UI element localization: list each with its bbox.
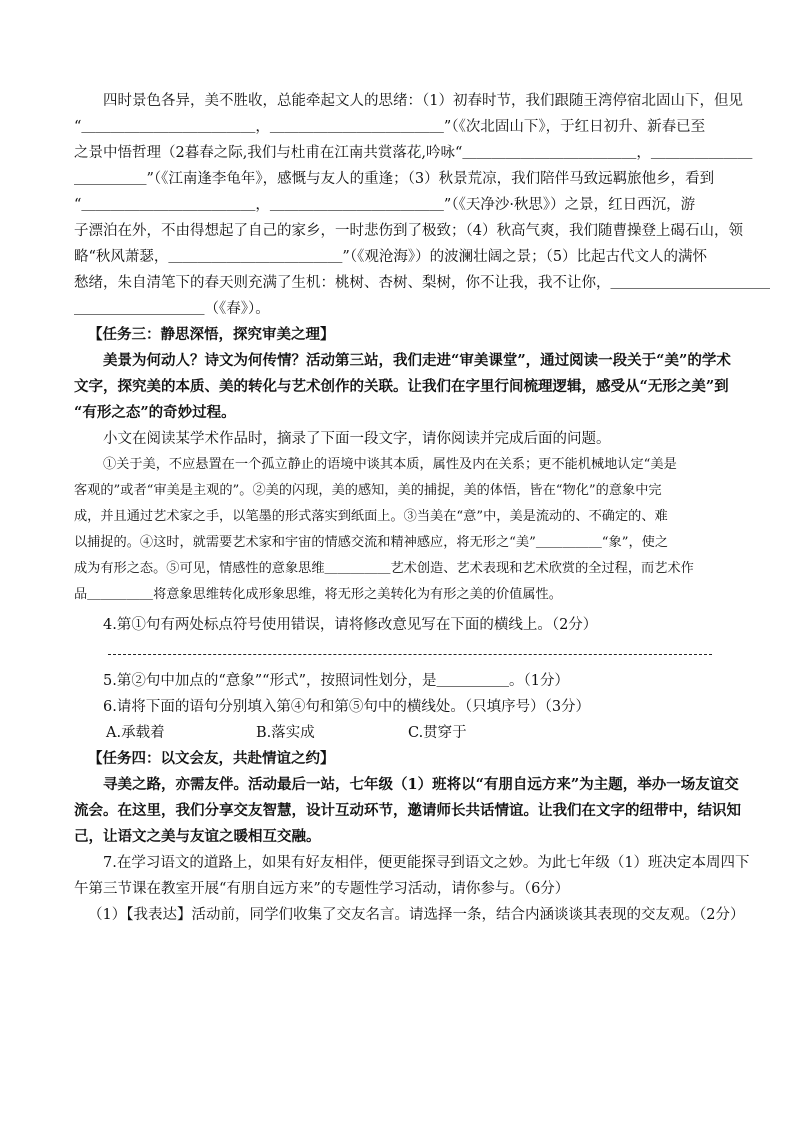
- task4-intro: 己，让语文之美与友谊之暖相互交融。: [74, 828, 321, 845]
- task4-intro: 流会。在这里，我们分享交友智慧，设计互动环节，邀请师长共话情谊。让我们在文字的纽带中，结识知: [74, 802, 741, 819]
- option-b: B.落实成: [256, 725, 315, 741]
- task4-heading: 【任务四：以文会友，共赴情谊之约】: [88, 750, 335, 767]
- text-line: “＿＿＿＿＿＿＿＿＿＿＿＿，＿＿＿＿＿＿＿＿＿＿＿＿”（《天净沙·秋思》）之景，红日西沉，游: [74, 197, 696, 213]
- excerpt-line: ①关于美，不应悬置在一个孤立静止的语境中谈其本质，属性及内在关系；更不能机械地认定“美是: [103, 457, 677, 472]
- option-list: [74, 720, 722, 746]
- task4-intro: 寻美之路，亦需友伴。活动最后一站，七年级（1）班将以“有朋自远方来”为主题，举办一场友谊交: [103, 776, 739, 793]
- question-7: 午第三节课在教室开展“有朋自远方来”的专题性学习活动，请你参与。（6分）: [74, 881, 570, 897]
- excerpt-line: 客观的”或者“审美是主观的”。②美的闪现，美的感知，美的捕捉，美的体悟，皆在“物化”的意象中完: [74, 483, 662, 498]
- text-line: 略“秋风萧瑟，＿＿＿＿＿＿＿＿＿＿＿＿”（《观沧海》）的波澜壮阔之景；（5）比起古代文人的满怀: [74, 249, 708, 265]
- page-content: [74, 88, 770, 928]
- excerpt-line: 以捕捉的。④这时，就需要艺术家和宇宙的情感交流和精神感应，将无形之“美”＿＿＿＿＿“象”，使之: [74, 535, 669, 550]
- text-line: 愁绪，朱自清笔下的春天则充满了生机：桃树、杏树、梨树，你不让我，我不让你，＿＿＿＿＿＿＿＿＿＿＿: [74, 275, 770, 291]
- option-a: A.承载着: [106, 725, 165, 741]
- excerpt-line: 成为有形之态。⑤可见，情感性的意象思维＿＿＿＿＿艺术创造、艺术表现和艺术欣赏的全过程，而艺术作: [74, 561, 694, 576]
- question-7-part-1: （1）【我表达】活动前，同学们收集了交友名言。请选择一条，结合内涵谈谈其表现的交友观。（2分）: [88, 907, 745, 923]
- text-line: ＿＿＿＿＿”（《江南逢李龟年》，感慨与友人的重逢；（3）秋景荒凉，我们陪伴马致远羁旅他乡，看到: [74, 171, 715, 187]
- question-7: 7.在学习语文的道路上，如果有好友相伴，便更能探寻到语文之妙。为此七年级（1）班决定本周四下: [103, 855, 750, 871]
- question-5: 5.第②句中加点的“意象”“形式”，按照词性划分，是＿＿＿＿＿。（1分）: [103, 673, 569, 689]
- question-6: 6.请将下面的语句分别填入第④句和第⑤句中的横线处。（只填序号）（3分）: [103, 699, 591, 715]
- text-line: 四时景色各异，美不胜收，总能牵起文人的思绪：（1）初春时节，我们跟随王湾停宿北固山下，但见: [103, 93, 743, 109]
- text-line: 子漂泊在外，不由得想起了自己的家乡，一时悲伤到了极致；（4）秋高气爽，我们随曹操登上碣石山，领: [74, 223, 743, 239]
- reading-lead: 小文在阅读某学术作品时，摘录了下面一段文字，请你阅读并完成后面的问题。: [103, 431, 611, 447]
- excerpt-line: 品＿＿＿＿＿将意象思维转化成形象思维，将无形之美转化为有形之美的价值属性。: [74, 587, 562, 602]
- task3-intro: 美景为何动人？诗文为何传情？活动第三站，我们走进“审美课堂”，通过阅读一段关于“美”的学术: [103, 352, 731, 369]
- task3-heading: 【任务三：静思深悟，探究审美之理】: [88, 326, 335, 343]
- excerpt-line: 成，并且通过艺术家之手，以笔墨的形式落实到纸面上。③当美在“意”中，美是流动的、不确定的、难: [74, 509, 668, 524]
- text-line: “＿＿＿＿＿＿＿＿＿＿＿＿，＿＿＿＿＿＿＿＿＿＿＿＿”（《次北固山下》，于红日初升、新春已至: [74, 119, 706, 135]
- text-line: ＿＿＿＿＿＿＿＿＿（《春》）。: [74, 301, 270, 317]
- task3-intro: 文字，探究美的本质、美的转化与艺术创作的关联。让我们在字里行间梳理逻辑，感受从“无形之美”到: [74, 378, 729, 395]
- answer-line[interactable]: [74, 638, 722, 664]
- option-c: C.贯穿于: [408, 725, 467, 741]
- excerpt-passage: [74, 452, 722, 608]
- task3-intro: “有形之态”的奇妙过程。: [74, 404, 236, 421]
- poetry-fill-paragraph: [74, 88, 770, 322]
- question-4: 4.第①句有两处标点符号使用错误，请将修改意见写在下面的横线上。（2分）: [103, 617, 598, 633]
- text-line: 之景中悟哲理（2暮春之际,我们与杜甫在江南共赏落花,吟咏“＿＿＿＿＿＿＿＿＿＿＿＿，＿＿＿＿＿＿＿: [74, 145, 753, 161]
